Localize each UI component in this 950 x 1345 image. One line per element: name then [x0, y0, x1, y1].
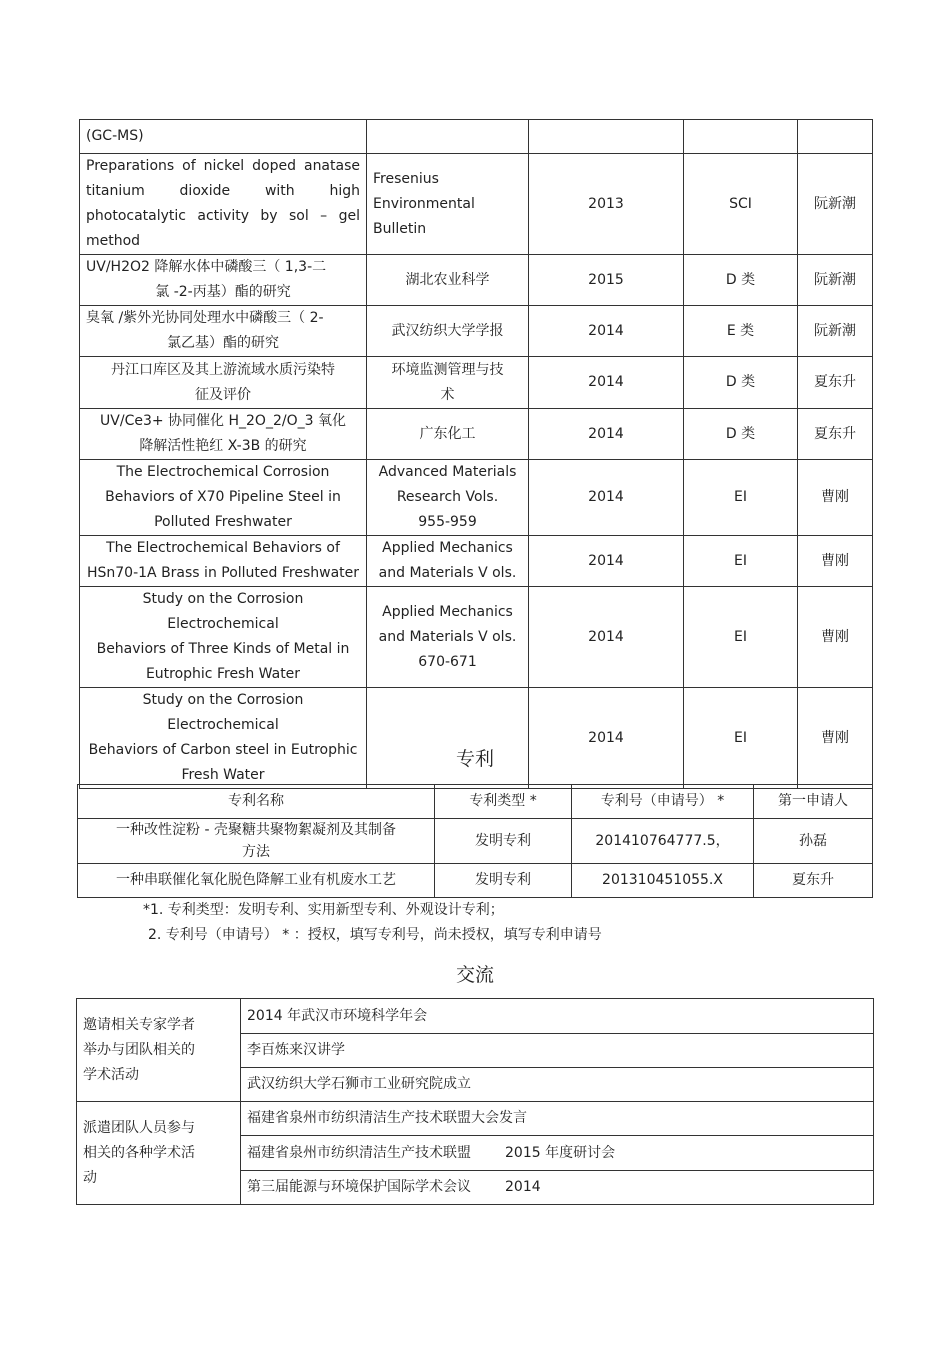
column-header: 第一申请人 — [754, 785, 873, 819]
journal-cell: 武汉纺织大学学报 — [367, 306, 529, 357]
paper-title: The Electrochemical Corrosion Behaviors of X70 Pipeline Steel in Polluted Freshwater — [80, 460, 367, 536]
author-cell: 夏东升 — [798, 357, 873, 409]
paper-title: Study on the Corrosion Electrochemical Behaviors of Three Kinds of Metal in Eutrophic Fresh Water — [80, 587, 367, 688]
journal-cell — [367, 120, 529, 154]
level-cell: EI — [684, 688, 798, 789]
journal-cell: Applied Mechanics and Materials V ols. 670-671 — [367, 587, 529, 688]
table-row — [80, 306, 873, 357]
author-cell: 阮新潮 — [798, 154, 873, 255]
table-row — [77, 999, 874, 1034]
activity-item: 李百炼来汉讲学 — [241, 1034, 874, 1068]
activity-item: 2014 年武汉市环境科学年会 — [241, 999, 874, 1034]
patent-type: 发明专利 — [435, 864, 572, 898]
author-cell: 曹刚 — [798, 688, 873, 789]
level-cell: EI — [684, 587, 798, 688]
year-cell: 2014 — [529, 460, 684, 536]
paper-title: UV/Ce3+ 协同催化 H_2O_2/O_3 氧化 降解活性艳红 X-3B 的研究 — [80, 409, 367, 460]
table-row — [77, 1102, 874, 1136]
column-header: 专利号（申请号） * — [572, 785, 754, 819]
patent-section-heading: 专利 — [455, 748, 494, 770]
patent-name: 一种改性淀粉 - 壳聚糖共聚物絮凝剂及其制备 方法 — [78, 819, 435, 864]
patent-number: 201410764777.5， — [572, 819, 754, 864]
author-cell: 曹刚 — [798, 587, 873, 688]
paper-title: The Electrochemical Behaviors of HSn70-1A Brass in Polluted Freshwater — [80, 536, 367, 587]
journal-cell — [367, 688, 529, 789]
journal-cell: Advanced Materials Research Vols. 955-959 — [367, 460, 529, 536]
year-cell: 2014 — [529, 357, 684, 409]
activity-category: 派遣团队人员参与 相关的各种学术活 动 — [77, 1102, 241, 1205]
patent-note: 2. 专利号（申请号） * ：授权，填写专利号，尚未授权，填写专利申请号 — [148, 927, 602, 943]
table-header-row — [78, 785, 873, 819]
column-header: 专利名称 — [78, 785, 435, 819]
year-cell — [529, 120, 684, 154]
table-row — [80, 688, 873, 789]
table-row — [80, 536, 873, 587]
journal-cell: 湖北农业科学 — [367, 255, 529, 306]
level-cell: EI — [684, 536, 798, 587]
activity-item: 武汉纺织大学石狮市工业研究院成立 — [241, 1068, 874, 1102]
table-row — [80, 460, 873, 536]
level-cell: EI — [684, 460, 798, 536]
paper-title: Preparations of nickel doped anatase titanium dioxide with high photocatalytic activity by sol – gel method — [80, 154, 367, 255]
level-cell: E 类 — [684, 306, 798, 357]
author-cell: 曹刚 — [798, 460, 873, 536]
year-cell: 2015 — [529, 255, 684, 306]
exchange-table — [76, 998, 874, 1205]
level-cell: D 类 — [684, 357, 798, 409]
paper-title: Study on the Corrosion Electrochemical Behaviors of Carbon steel in Eutrophic Fresh Water — [80, 688, 367, 789]
paper-title: UV/H2O2 降解水体中磷酸三（ 1,3-二 氯 -2-丙基）酯的研究 — [80, 255, 367, 306]
level-cell: D 类 — [684, 255, 798, 306]
patent-applicant: 孙磊 — [754, 819, 873, 864]
activity-item: 福建省泉州市纺织清洁生产技术联盟大会发言 — [241, 1102, 874, 1136]
journal-cell: 广东化工 — [367, 409, 529, 460]
table-row — [78, 819, 873, 864]
year-cell: 2014 — [529, 587, 684, 688]
exchange-section-heading: 交流 — [455, 964, 494, 986]
paper-title: (GC-MS) — [80, 120, 367, 154]
year-cell: 2014 — [529, 409, 684, 460]
year-cell: 2014 — [529, 536, 684, 587]
table-row — [80, 120, 873, 154]
patent-name: 一种串联催化氧化脱色降解工业有机废水工艺 — [78, 864, 435, 898]
journal-cell: 环境监测管理与技 术 — [367, 357, 529, 409]
activity-item: 第三届能源与环境保护国际学术会议 2014 — [241, 1171, 874, 1205]
table-row — [80, 587, 873, 688]
author-cell: 阮新潮 — [798, 306, 873, 357]
activity-item: 福建省泉州市纺织清洁生产技术联盟 2015 年度研讨会 — [241, 1136, 874, 1171]
paper-title: 臭氧 /紫外光协同处理水中磷酸三（ 2- 氯乙基）酯的研究 — [80, 306, 367, 357]
journal-cell: Applied Mechanics and Materials V ols. — [367, 536, 529, 587]
table-row — [80, 357, 873, 409]
table-row — [80, 255, 873, 306]
author-cell — [798, 120, 873, 154]
table-row — [78, 864, 873, 898]
level-cell: SCI — [684, 154, 798, 255]
column-header: 专利类型 * — [435, 785, 572, 819]
author-cell: 阮新潮 — [798, 255, 873, 306]
publications-table — [79, 119, 873, 789]
patent-note: *1. 专利类型：发明专利、实用新型专利、外观设计专利； — [143, 902, 504, 918]
year-cell: 2013 — [529, 154, 684, 255]
patent-table — [77, 784, 873, 898]
activity-category: 邀请相关专家学者 举办与团队相关的 学术活动 — [77, 999, 241, 1102]
paper-title: 丹江口库区及其上游流域水质污染特 征及评价 — [80, 357, 367, 409]
patent-number: 201310451055.X — [572, 864, 754, 898]
author-cell: 夏东升 — [798, 409, 873, 460]
table-row — [80, 154, 873, 255]
author-cell: 曹刚 — [798, 536, 873, 587]
year-cell: 2014 — [529, 688, 684, 789]
table-row — [80, 409, 873, 460]
year-cell: 2014 — [529, 306, 684, 357]
patent-type: 发明专利 — [435, 819, 572, 864]
level-cell: D 类 — [684, 409, 798, 460]
journal-cell: Fresenius Environmental Bulletin — [367, 154, 529, 255]
level-cell — [684, 120, 798, 154]
patent-applicant: 夏东升 — [754, 864, 873, 898]
